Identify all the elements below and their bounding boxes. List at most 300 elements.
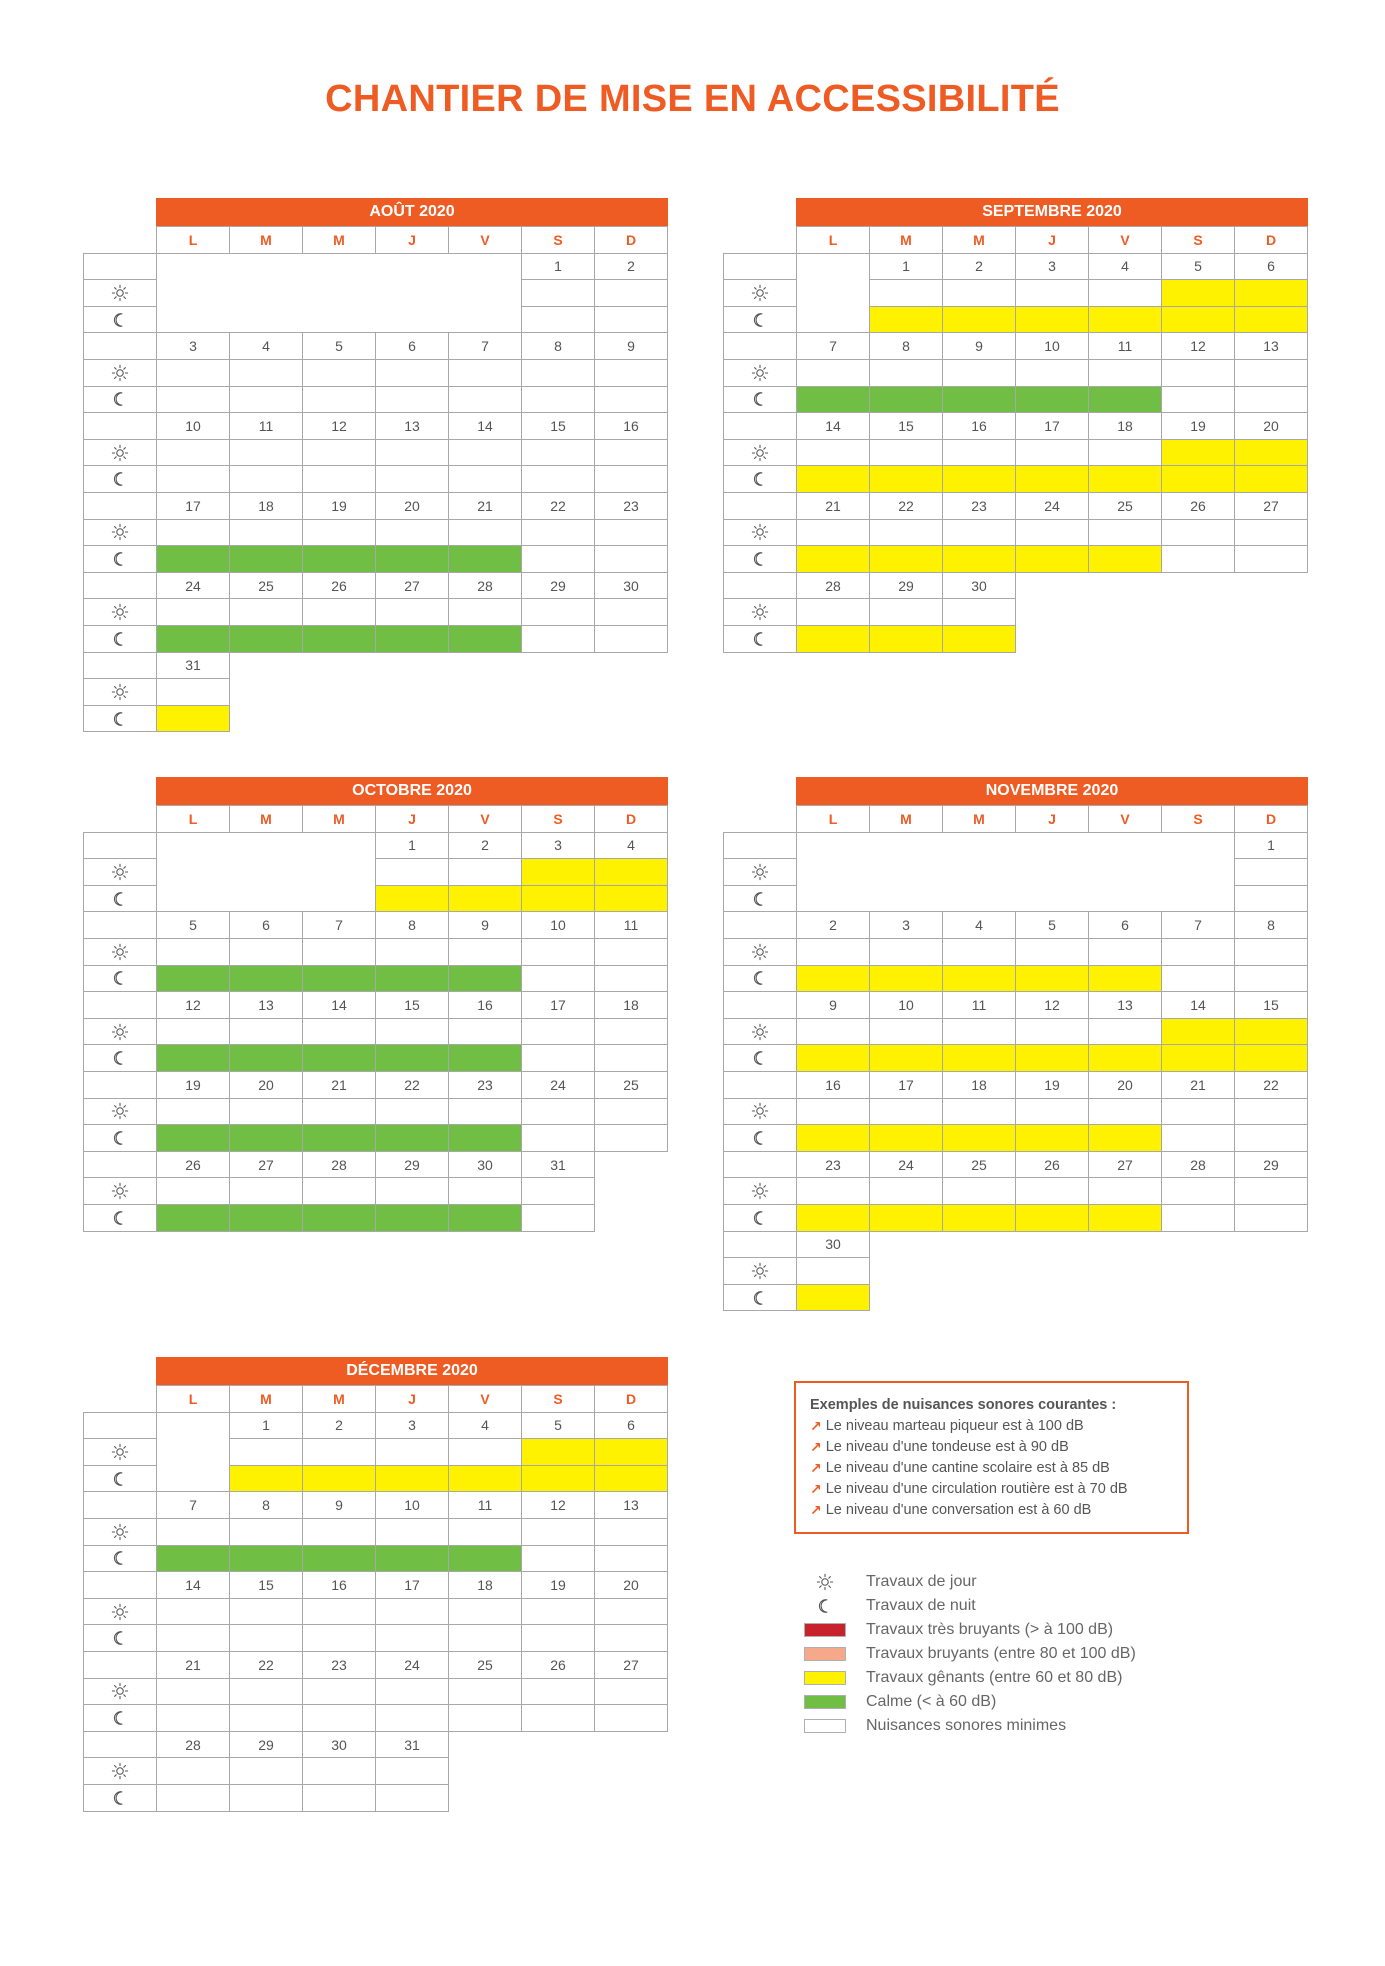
- day-number: 8: [1234, 911, 1308, 939]
- day-slot: [1234, 439, 1308, 467]
- day-slot: [1088, 439, 1162, 467]
- day-slot: [375, 1177, 449, 1205]
- night-slot: [229, 625, 303, 653]
- weekday-label: M: [302, 805, 376, 833]
- night-slot: [156, 465, 230, 493]
- day-slot: [302, 1177, 376, 1205]
- day-number: 19: [1161, 412, 1235, 440]
- sun-icon: [83, 1098, 157, 1126]
- day-number: 20: [375, 492, 449, 520]
- day-number: 11: [448, 1491, 522, 1519]
- day-slot: [302, 1518, 376, 1546]
- day-slot: [375, 1757, 449, 1785]
- day-slot: [1088, 359, 1162, 387]
- night-slot: [375, 1624, 449, 1652]
- day-slot: [594, 1518, 668, 1546]
- day-slot: [1015, 439, 1089, 467]
- arrow-icon: ↗: [810, 1502, 822, 1518]
- day-slot: [521, 1598, 595, 1626]
- day-slot: [594, 1678, 668, 1706]
- row-spacer: [83, 412, 157, 440]
- row-spacer: [83, 1491, 157, 1519]
- night-slot: [1088, 1044, 1162, 1072]
- day-slot: [375, 1018, 449, 1046]
- day-number: 22: [1234, 1071, 1308, 1099]
- weekday-label: J: [375, 805, 449, 833]
- day-slot: [229, 938, 303, 966]
- moon-icon: [83, 1124, 157, 1152]
- day-slot: [229, 1518, 303, 1546]
- day-number: 24: [1015, 492, 1089, 520]
- row-spacer: [723, 572, 797, 600]
- night-slot: [1088, 1124, 1162, 1152]
- day-slot: [448, 519, 522, 547]
- day-slot: [942, 359, 1016, 387]
- row-spacer: [83, 332, 157, 360]
- day-slot: [521, 439, 595, 467]
- day-number: 19: [521, 1571, 595, 1599]
- moon-icon: [83, 885, 157, 913]
- day-slot: [448, 1177, 522, 1205]
- day-number: 19: [1015, 1071, 1089, 1099]
- day-slot: [229, 1598, 303, 1626]
- day-number: 30: [448, 1151, 522, 1179]
- night-slot: [1015, 306, 1089, 334]
- day-number: 5: [156, 911, 230, 939]
- weekday-label: S: [521, 805, 595, 833]
- night-slot: [1234, 386, 1308, 414]
- night-slot: [302, 965, 376, 993]
- night-slot: [156, 1624, 230, 1652]
- night-slot: [375, 1044, 449, 1072]
- night-slot: [594, 1124, 668, 1152]
- night-slot: [156, 1124, 230, 1152]
- day-number: 4: [448, 1412, 522, 1440]
- day-slot: [156, 1018, 230, 1046]
- day-number: 7: [448, 332, 522, 360]
- day-number: 29: [1234, 1151, 1308, 1179]
- day-slot: [869, 598, 943, 626]
- day-number: 25: [942, 1151, 1016, 1179]
- day-slot: [1088, 938, 1162, 966]
- day-slot: [1088, 1177, 1162, 1205]
- night-slot: [521, 306, 595, 334]
- weekday-label: V: [448, 226, 522, 254]
- night-slot: [869, 545, 943, 573]
- legend-label: Travaux de nuit: [866, 1597, 976, 1614]
- weekday-label: L: [156, 226, 230, 254]
- day-number: 12: [156, 991, 230, 1019]
- arrow-icon: ↗: [810, 1418, 822, 1434]
- day-slot: [796, 439, 870, 467]
- green-swatch: [804, 1695, 846, 1709]
- day-number: 6: [1234, 253, 1308, 281]
- day-slot: [302, 1678, 376, 1706]
- day-slot: [1234, 519, 1308, 547]
- weekday-label: V: [1088, 226, 1162, 254]
- noise-examples-box: [794, 1381, 1189, 1534]
- night-slot: [942, 386, 1016, 414]
- day-slot: [229, 519, 303, 547]
- day-number: 5: [1015, 911, 1089, 939]
- page-title: CHANTIER DE MISE EN ACCESSIBILITÉ: [325, 78, 1060, 120]
- day-number: 19: [156, 1071, 230, 1099]
- noise-example-text: Le niveau d'une cantine scolaire est à 85 dB: [825, 1460, 1110, 1476]
- day-slot: [521, 1018, 595, 1046]
- day-number: 9: [302, 1491, 376, 1519]
- moon-icon: [83, 306, 157, 334]
- night-slot: [302, 1704, 376, 1732]
- day-number: 20: [594, 1571, 668, 1599]
- night-slot: [521, 1044, 595, 1072]
- day-slot: [594, 598, 668, 626]
- noise-example-item: [810, 1416, 1187, 1437]
- row-spacer: [83, 911, 157, 939]
- day-number: 11: [942, 991, 1016, 1019]
- day-slot: [1234, 938, 1308, 966]
- day-slot: [375, 858, 449, 886]
- day-number: 27: [1234, 492, 1308, 520]
- red-swatch: [804, 1623, 846, 1637]
- day-number: 27: [375, 572, 449, 600]
- night-slot: [302, 1624, 376, 1652]
- blank-block: [156, 253, 522, 334]
- day-slot: [594, 1438, 668, 1466]
- night-slot: [869, 306, 943, 334]
- day-number: 30: [302, 1731, 376, 1759]
- day-number: 12: [521, 1491, 595, 1519]
- moon-icon: [723, 1044, 797, 1072]
- night-slot: [375, 1204, 449, 1232]
- night-slot: [375, 965, 449, 993]
- night-slot: [448, 1545, 522, 1573]
- day-slot: [375, 1098, 449, 1126]
- night-slot: [942, 306, 1016, 334]
- day-slot: [448, 858, 522, 886]
- day-number: 21: [302, 1071, 376, 1099]
- night-slot: [869, 465, 943, 493]
- night-slot: [594, 1704, 668, 1732]
- day-number: 3: [375, 1412, 449, 1440]
- day-slot: [1015, 519, 1089, 547]
- night-slot: [156, 1044, 230, 1072]
- day-number: 23: [796, 1151, 870, 1179]
- night-slot: [375, 625, 449, 653]
- night-slot: [594, 885, 668, 913]
- night-slot: [521, 965, 595, 993]
- day-number: 14: [448, 412, 522, 440]
- day-number: 15: [229, 1571, 303, 1599]
- day-number: 15: [869, 412, 943, 440]
- day-number: 11: [1088, 332, 1162, 360]
- night-slot: [1015, 1044, 1089, 1072]
- day-slot: [869, 1098, 943, 1126]
- day-number: 16: [796, 1071, 870, 1099]
- night-slot: [1234, 1204, 1308, 1232]
- day-slot: [156, 519, 230, 547]
- day-slot: [521, 519, 595, 547]
- day-number: 24: [521, 1071, 595, 1099]
- night-slot: [869, 965, 943, 993]
- weekday-label: D: [1234, 226, 1308, 254]
- day-slot: [229, 598, 303, 626]
- legend-item-night: [804, 1594, 1136, 1618]
- night-slot: [448, 1204, 522, 1232]
- day-slot: [229, 1098, 303, 1126]
- night-slot: [1161, 965, 1235, 993]
- day-slot: [796, 598, 870, 626]
- day-number: 1: [521, 253, 595, 281]
- sun-icon: [83, 439, 157, 467]
- day-slot: [448, 1438, 522, 1466]
- sun-icon: [83, 858, 157, 886]
- moon-icon: [723, 625, 797, 653]
- row-spacer: [83, 652, 157, 680]
- day-number: 23: [594, 492, 668, 520]
- day-slot: [156, 678, 230, 706]
- night-slot: [1161, 386, 1235, 414]
- weekday-label: D: [1234, 805, 1308, 833]
- noise-example-text: Le niveau d'une conversation est à 60 dB: [825, 1502, 1092, 1518]
- weekday-label: L: [796, 805, 870, 833]
- day-slot: [1234, 1098, 1308, 1126]
- night-slot: [156, 1545, 230, 1573]
- night-slot: [942, 465, 1016, 493]
- day-number: 29: [869, 572, 943, 600]
- weekday-label: L: [796, 226, 870, 254]
- day-number: 1: [869, 253, 943, 281]
- night-slot: [521, 885, 595, 913]
- day-slot: [869, 1018, 943, 1046]
- night-slot: [796, 625, 870, 653]
- night-slot: [1161, 306, 1235, 334]
- noise-example-item: [810, 1458, 1187, 1479]
- night-slot: [1161, 1204, 1235, 1232]
- legend-label: Travaux gênants (entre 60 et 80 dB): [866, 1669, 1123, 1686]
- night-slot: [156, 1704, 230, 1732]
- day-number: 2: [448, 832, 522, 860]
- day-number: 28: [156, 1731, 230, 1759]
- day-number: 3: [521, 832, 595, 860]
- night-slot: [156, 386, 230, 414]
- night-slot: [942, 625, 1016, 653]
- night-slot: [942, 1044, 1016, 1072]
- day-slot: [156, 1177, 230, 1205]
- weekday-label: J: [375, 1385, 449, 1413]
- day-slot: [594, 1018, 668, 1046]
- day-slot: [156, 598, 230, 626]
- night-slot: [448, 1044, 522, 1072]
- sun-icon: [83, 279, 157, 307]
- sun-icon: [83, 1018, 157, 1046]
- sun-icon: [804, 1575, 846, 1589]
- row-spacer: [83, 492, 157, 520]
- day-slot: [1234, 858, 1308, 886]
- moon-icon: [83, 965, 157, 993]
- day-slot: [1234, 359, 1308, 387]
- day-slot: [1234, 1018, 1308, 1046]
- legend: [804, 1570, 1136, 1738]
- night-slot: [1015, 965, 1089, 993]
- night-slot: [942, 1204, 1016, 1232]
- night-slot: [521, 1704, 595, 1732]
- day-slot: [1161, 1098, 1235, 1126]
- night-slot: [796, 965, 870, 993]
- night-slot: [302, 1044, 376, 1072]
- blank-block: [156, 1412, 230, 1493]
- night-slot: [1015, 465, 1089, 493]
- day-number: 7: [302, 911, 376, 939]
- weekday-label: D: [594, 805, 668, 833]
- day-slot: [594, 279, 668, 307]
- night-slot: [1161, 1044, 1235, 1072]
- moon-icon: [723, 1204, 797, 1232]
- day-slot: [796, 938, 870, 966]
- day-slot: [375, 598, 449, 626]
- night-slot: [1234, 306, 1308, 334]
- night-slot: [156, 965, 230, 993]
- day-slot: [1088, 279, 1162, 307]
- night-slot: [375, 1465, 449, 1493]
- night-slot: [796, 545, 870, 573]
- day-number: 26: [1015, 1151, 1089, 1179]
- night-slot: [1088, 306, 1162, 334]
- night-slot: [1234, 1044, 1308, 1072]
- night-slot: [375, 545, 449, 573]
- moon-icon: [723, 545, 797, 573]
- day-number: 27: [229, 1151, 303, 1179]
- night-slot: [448, 1465, 522, 1493]
- night-slot: [942, 1124, 1016, 1152]
- moon-icon: [723, 1124, 797, 1152]
- night-slot: [796, 386, 870, 414]
- night-slot: [229, 465, 303, 493]
- day-number: 3: [156, 332, 230, 360]
- day-number: 14: [156, 1571, 230, 1599]
- moon-icon: [723, 465, 797, 493]
- day-number: 24: [156, 572, 230, 600]
- day-slot: [302, 938, 376, 966]
- day-number: 31: [375, 1731, 449, 1759]
- day-number: 21: [156, 1651, 230, 1679]
- day-slot: [1015, 1018, 1089, 1046]
- day-number: 1: [375, 832, 449, 860]
- day-number: 16: [594, 412, 668, 440]
- noise-example-text: Le niveau d'une circulation routière est à 70 dB: [825, 1481, 1128, 1497]
- night-slot: [521, 386, 595, 414]
- day-slot: [302, 519, 376, 547]
- moon-icon: [723, 965, 797, 993]
- day-slot: [942, 1177, 1016, 1205]
- moon-icon: [83, 1545, 157, 1573]
- day-slot: [1088, 1098, 1162, 1126]
- night-slot: [521, 545, 595, 573]
- night-slot: [594, 1465, 668, 1493]
- day-slot: [448, 598, 522, 626]
- day-slot: [156, 1098, 230, 1126]
- day-slot: [869, 519, 943, 547]
- day-slot: [156, 359, 230, 387]
- month-title: OCTOBRE 2020: [156, 777, 668, 805]
- day-slot: [869, 359, 943, 387]
- legend-label: Calme (< à 60 dB): [866, 1693, 997, 1710]
- day-slot: [448, 1098, 522, 1126]
- night-slot: [942, 545, 1016, 573]
- weekday-label: L: [156, 1385, 230, 1413]
- night-slot: [156, 705, 230, 733]
- day-slot: [942, 279, 1016, 307]
- row-spacer: [83, 1412, 157, 1440]
- day-number: 9: [796, 991, 870, 1019]
- night-slot: [521, 625, 595, 653]
- day-number: 30: [942, 572, 1016, 600]
- day-slot: [594, 359, 668, 387]
- day-number: 23: [302, 1651, 376, 1679]
- day-number: 22: [375, 1071, 449, 1099]
- night-slot: [869, 1044, 943, 1072]
- weekday-label: J: [375, 226, 449, 254]
- day-number: 14: [302, 991, 376, 1019]
- day-slot: [448, 1518, 522, 1546]
- day-number: 29: [229, 1731, 303, 1759]
- night-slot: [521, 1545, 595, 1573]
- day-number: 21: [796, 492, 870, 520]
- month-title: AOÛT 2020: [156, 198, 668, 226]
- weekday-label: J: [1015, 226, 1089, 254]
- day-slot: [521, 858, 595, 886]
- moon-icon: [723, 1284, 797, 1312]
- day-slot: [594, 1098, 668, 1126]
- day-slot: [942, 439, 1016, 467]
- night-slot: [448, 545, 522, 573]
- day-number: 8: [229, 1491, 303, 1519]
- night-slot: [229, 1704, 303, 1732]
- moon-icon: [83, 386, 157, 414]
- night-slot: [521, 1465, 595, 1493]
- arrow-icon: ↗: [810, 1439, 822, 1455]
- day-number: 6: [1088, 911, 1162, 939]
- day-slot: [1015, 1177, 1089, 1205]
- day-slot: [156, 1757, 230, 1785]
- row-spacer: [83, 572, 157, 600]
- legend-item-annoying: [804, 1666, 1136, 1690]
- day-slot: [302, 359, 376, 387]
- moon-icon: [83, 705, 157, 733]
- sun-icon: [723, 858, 797, 886]
- legend-label: Nuisances sonores minimes: [866, 1717, 1067, 1734]
- day-number: 31: [521, 1151, 595, 1179]
- day-number: 28: [1161, 1151, 1235, 1179]
- row-spacer: [83, 253, 157, 281]
- noise-example-item: [810, 1500, 1187, 1521]
- day-number: 13: [1234, 332, 1308, 360]
- day-slot: [448, 359, 522, 387]
- day-number: 3: [869, 911, 943, 939]
- day-slot: [796, 359, 870, 387]
- day-number: 28: [448, 572, 522, 600]
- day-slot: [302, 1438, 376, 1466]
- night-slot: [1161, 545, 1235, 573]
- night-slot: [229, 386, 303, 414]
- day-slot: [942, 1098, 1016, 1126]
- moon-icon: [83, 1624, 157, 1652]
- day-number: 7: [156, 1491, 230, 1519]
- row-spacer: [723, 1071, 797, 1099]
- day-number: 19: [302, 492, 376, 520]
- day-slot: [594, 1598, 668, 1626]
- moon-icon: [83, 1204, 157, 1232]
- night-slot: [375, 465, 449, 493]
